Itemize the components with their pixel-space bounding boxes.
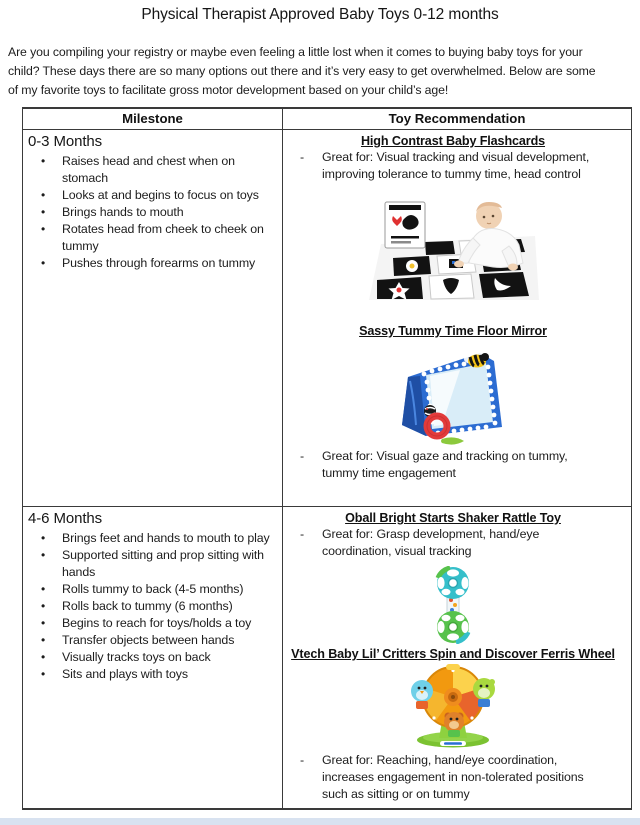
milestone-item: • Rolls back to tummy (6 months) [28,598,275,615]
table-row [23,129,631,506]
oball-shaker-product-photo [424,566,482,644]
toy-cell-0-3 [283,130,631,506]
milestone-item: • Rotates head from cheek to cheek on tummy [28,221,275,255]
milestone-cell-0-3 [23,130,283,506]
page-bottom-edge [0,818,640,825]
milestone-item: • Looks at and begins to focus on toys [28,187,275,204]
toy-name: High Contrast Baby Flashcards [360,134,546,148]
milestone-item: • Begins to reach for toys/holds a toy [28,615,275,632]
milestone-item: • Sits and plays with toys [28,666,275,683]
page-title: Physical Therapist Approved Baby Toys 0-12 months [141,6,499,23]
toy-great-for: - Great for: Reaching, hand/eye coordination, increases engagement in non-tolerated positions such as sitting or on tummy [283,752,623,803]
milestone-cell-4-6 [23,507,283,808]
milestone-item: • Raises head and chest when on stomach [28,153,275,187]
milestone-list [28,153,282,272]
toy-name: Oball Bright Starts Shaker Rattle Toy [345,511,561,525]
table-row [23,506,631,808]
milestone-item: • Visually tracks toys on back [28,649,275,666]
toy-great-for: - Great for: Visual gaze and tracking on tummy, tummy time engagement [283,448,623,482]
milestone-item: • Brings feet and hands to mouth to play [28,530,275,547]
toy-name: Vtech Baby Lil’ Critters Spin and Discover Ferris Wheel [291,647,615,661]
toy-great-for: - Great for: Visual tracking and visual development, improving tolerance to tummy time, head control [283,149,623,183]
toy-great-for: - Great for: Grasp development, hand/eye coordination, visual tracking [283,526,623,560]
milestone-item: • Pushes through forearms on tummy [28,255,275,272]
column-header-milestone: Milestone [23,109,283,129]
milestone-item: • Rolls tummy to back (4-5 months) [28,581,275,598]
age-heading: 0-3 Months [28,133,103,150]
table-header-row [23,109,631,129]
age-heading: 4-6 Months [28,510,103,527]
intro-line: child? These days there are so many options out there and it’s very easy to get overwhelmed. Below are some [8,64,596,78]
milestone-item: • Supported sitting and prop sitting with hands [28,547,275,581]
toy-name: Sassy Tummy Time Floor Mirror [359,324,547,338]
milestone-item: • Transfer objects between hands [28,632,275,649]
intro-line: of my favorite toys to facilitate gross motor development based on your child’s age! [8,83,449,97]
milestone-list [28,530,282,683]
ferris-wheel-product-photo [388,664,518,748]
floor-mirror-product-photo [390,343,516,445]
intro-line: Are you compiling your registry or maybe even feeling a little lost when it comes to buying baby toys for your [8,45,583,59]
toy-cell-4-6 [283,507,631,808]
milestone-item: • Brings hands to mouth [28,204,275,221]
toy-table [22,107,632,810]
column-header-toy-recommendation: Toy Recommendation [388,111,526,126]
intro-paragraph [8,43,636,100]
flashcards-product-photo [367,196,539,300]
